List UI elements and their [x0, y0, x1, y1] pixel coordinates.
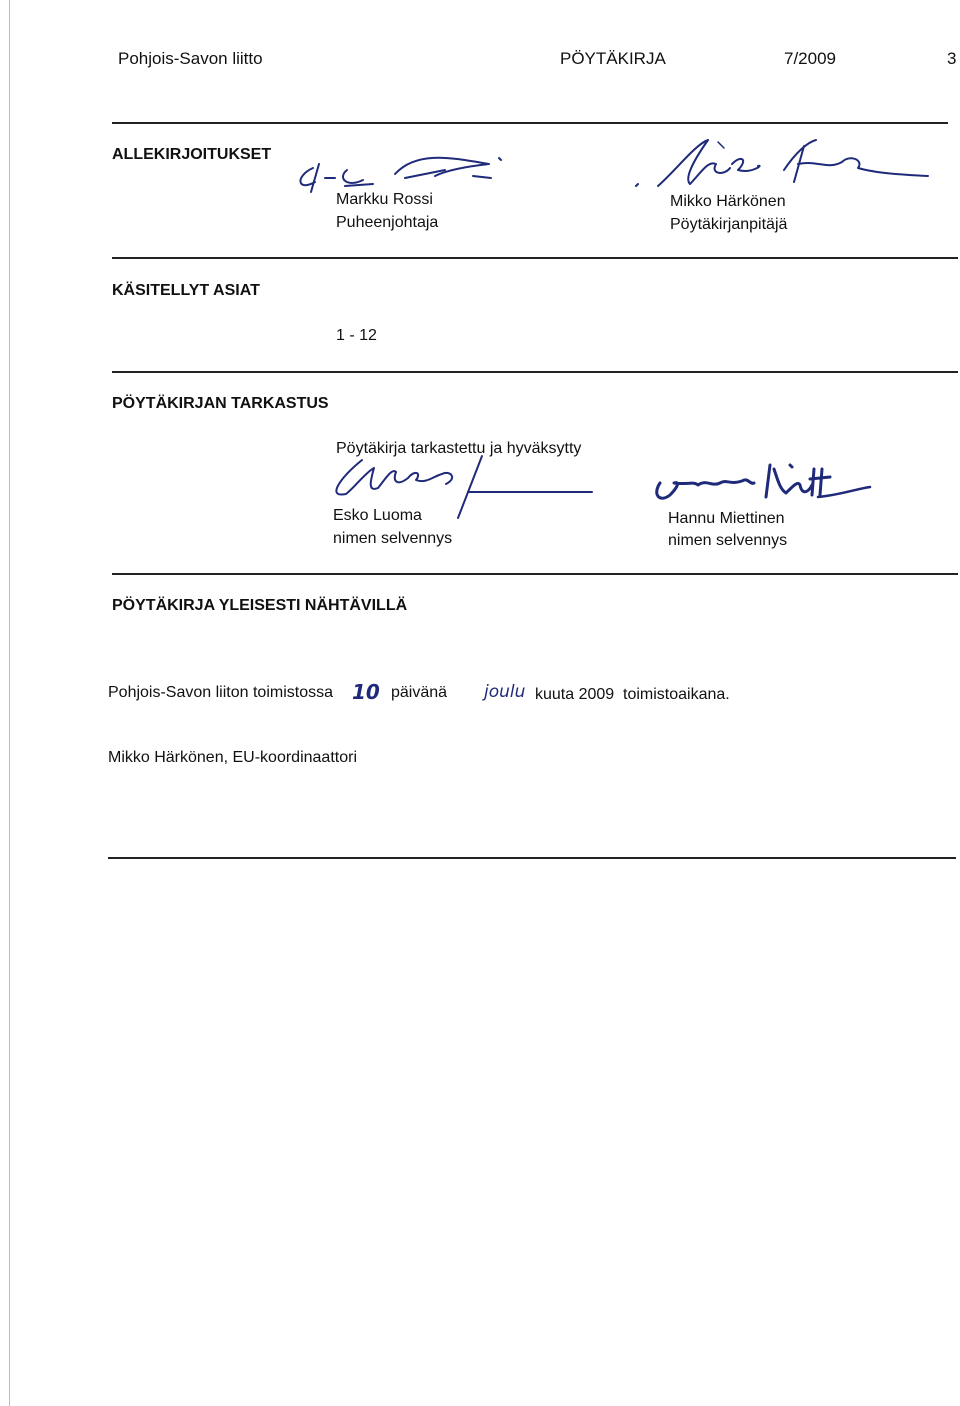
- chair-name: Markku Rossi: [336, 191, 433, 208]
- divider: [112, 371, 958, 373]
- reviewer1-caption: nimen selvennys: [333, 530, 453, 547]
- review-heading: PÖYTÄKIRJAN TARKASTUS: [112, 395, 329, 412]
- month-suffix: kuuta 2009: [535, 686, 615, 703]
- display-place: Pohjois-Savon liiton toimistossa: [108, 684, 333, 701]
- reviewer2-caption: nimen selvennys: [668, 532, 788, 549]
- reviewer2-name: Hannu Miettinen: [668, 510, 785, 527]
- divider: [112, 573, 958, 575]
- handwritten-month: joulu: [484, 682, 526, 702]
- office-hours: toimistoaikana.: [623, 686, 730, 703]
- divider: [108, 857, 956, 859]
- secretary-name: Mikko Härkönen: [670, 193, 786, 210]
- public-heading: PÖYTÄKIRJA YLEISESTI NÄHTÄVILLÄ: [112, 597, 408, 614]
- organization-name: Pohjois-Savon liitto: [118, 49, 263, 68]
- attester: Mikko Härkönen, EU-koordinaattori: [108, 749, 357, 766]
- chair-role: Puheenjohtaja: [336, 214, 439, 231]
- divider: [112, 257, 958, 259]
- secretary-role: Pöytäkirjanpitäjä: [670, 216, 788, 233]
- secretary-signature: [628, 134, 948, 194]
- handled-heading: KÄSITELLYT ASIAT: [112, 282, 260, 299]
- page-number: 3: [947, 49, 957, 68]
- reviewer2-signature: [650, 455, 880, 515]
- handled-range: 1 - 12: [336, 327, 377, 344]
- page-margin-line: [9, 0, 10, 1406]
- handwritten-day: 10: [352, 680, 380, 704]
- review-statement: Pöytäkirja tarkastettu ja hyväksytty: [336, 440, 582, 457]
- day-label: päivänä: [391, 684, 448, 701]
- issue-number: 7/2009: [784, 49, 836, 68]
- document-type: PÖYTÄKIRJA: [560, 49, 666, 68]
- reviewer1-name: Esko Luoma: [333, 507, 422, 524]
- signatures-heading: ALLEKIRJOITUKSET: [112, 146, 272, 163]
- divider: [112, 122, 948, 124]
